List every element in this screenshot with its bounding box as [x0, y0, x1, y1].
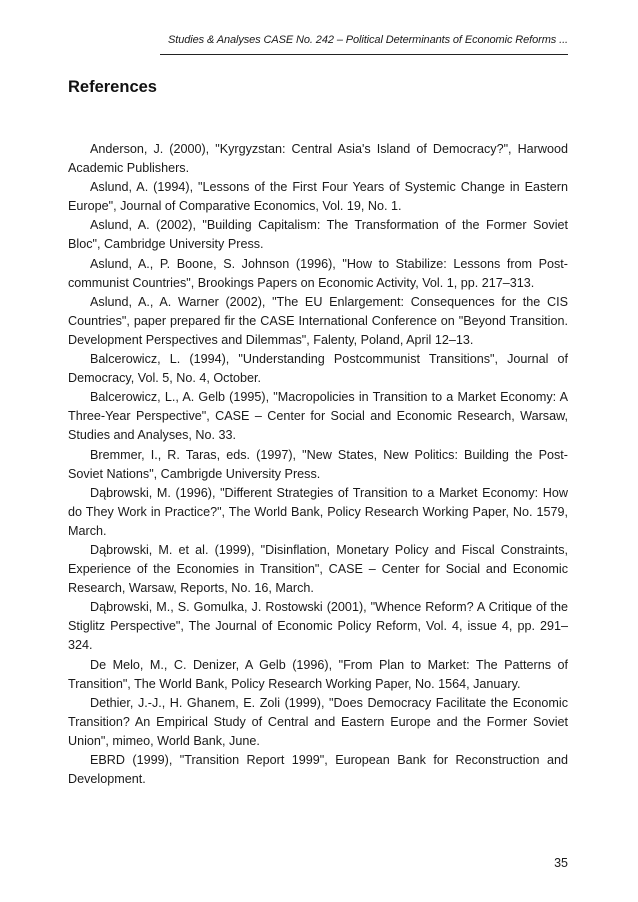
section-title: References [68, 78, 157, 96]
reference-entry: Balcerowicz, L. (1994), "Understanding Postcommunist Transitions", Journal of Democracy, Vol. 5, No. 4, October. [68, 352, 568, 386]
reference-entry: Balcerowicz, L., A. Gelb (1995), "Macropolicies in Transition to a Market Economy: A Three-Year Perspective", CASE – Center for Social and Economic Research, Warsaw, Studies and Analyses, No. 33. [68, 390, 568, 443]
header-rule [160, 54, 568, 55]
reference-entry: EBRD (1999), "Transition Report 1999", European Bank for Reconstruction and Development. [68, 753, 568, 787]
reference-entry: Aslund, A. (1994), "Lessons of the First Four Years of Systemic Change in Eastern Europe", Journal of Comparative Economics, Vol. 19, No. 1. [68, 180, 568, 214]
reference-entry: De Melo, M., C. Denizer, A Gelb (1996), "From Plan to Market: The Patterns of Transition", The World Bank, Policy Research Working Paper, No. 1564, January. [68, 657, 568, 691]
reference-list [68, 140, 568, 789]
reference-entry: Bremmer, I., R. Taras, eds. (1997), "New States, New Politics: Building the Post-Soviet Nations", Cambrigde University Press. [68, 447, 568, 481]
reference-entry: Anderson, J. (2000), "Kyrgyzstan: Central Asia's Island of Democracy?", Harwood Academic Publishers. [68, 142, 568, 176]
reference-entry: Aslund, A., A. Warner (2002), "The EU Enlargement: Consequences for the CIS Countries", paper prepared fir the CASE International Conference on "Beyond Transition. Development Perspectives and Dilemmas", Falenty, Poland, April 12–13. [68, 294, 568, 347]
page-number: 35 [554, 856, 568, 870]
reference-entry: Dąbrowski, M. (1996), "Different Strategies of Transition to a Market Economy: How do They Work in Practice?", The World Bank, Policy Research Working Paper, No. 1579, March. [68, 485, 568, 538]
reference-entry: Dąbrowski, M., S. Gomulka, J. Rostowski (2001), "Whence Reform? A Critique of the Stiglitz Perspective", The Journal of Economic Policy Reform, Vol. 4, issue 4, pp. 291–324. [68, 600, 568, 653]
reference-entry: Aslund, A. (2002), "Building Capitalism: The Transformation of the Former Soviet Bloc", Cambridge University Press. [68, 218, 568, 252]
reference-entry: Dąbrowski, M. et al. (1999), "Disinflation, Monetary Policy and Fiscal Constraints, Experience of the Economies in Transition", CASE – Center for Social and Economic Research, Warsaw, Reports, No. 16, March. [68, 542, 568, 596]
running-header: Studies & Analyses CASE No. 242 – Political Determinants of Economic Reforms ... [168, 34, 568, 46]
reference-entry: Aslund, A., P. Boone, S. Johnson (1996), "How to Stabilize: Lessons from Post-communist Countries", Brookings Papers on Economic Activity, Vol. 1, pp. 217–313. [68, 256, 568, 290]
reference-entry: Dethier, J.-J., H. Ghanem, E. Zoli (1999), "Does Democracy Facilitate the Economic Transition? An Empirical Study of Central and Eastern Europe and the Former Soviet Union", mimeo, World Bank, June. [68, 695, 568, 748]
